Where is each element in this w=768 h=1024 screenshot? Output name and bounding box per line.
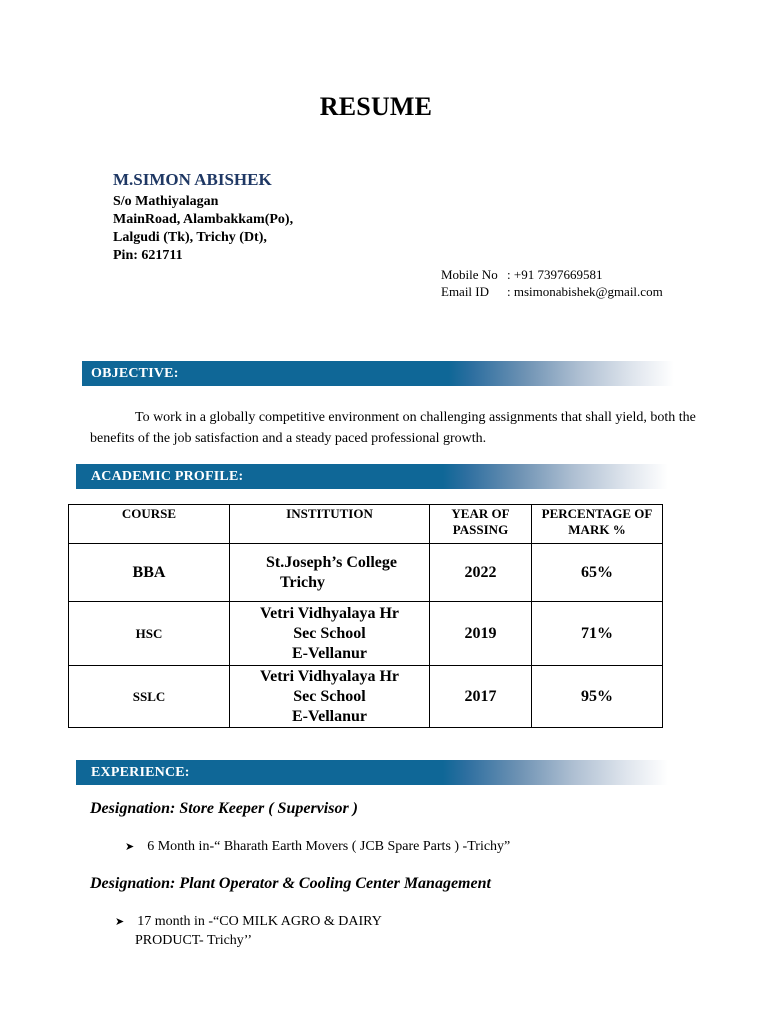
institution-line: Vetri Vidhyalaya Hr: [260, 667, 399, 685]
experience-detail-line: 17 month in -“CO MILK AGRO & DAIRY: [137, 914, 382, 929]
academic-table: [68, 504, 663, 728]
experience-section-bar: [76, 760, 668, 785]
institution-line: E-Vellanur: [292, 707, 367, 725]
column-header-institution: INSTITUTION: [230, 505, 430, 544]
institution-cell: [230, 666, 430, 728]
institution-line: E-Vellanur: [292, 644, 367, 662]
column-header-year: YEAR OF PASSING: [430, 505, 532, 544]
arrowhead-bullet-icon: ➤: [115, 915, 125, 928]
objective-text: [90, 407, 726, 449]
email-line: [441, 283, 663, 300]
year-cell: 2019: [430, 602, 532, 666]
experience-detail: [115, 912, 382, 950]
mobile-line: [441, 266, 663, 283]
address-line: MainRoad, Alambakkam(Po),: [113, 212, 294, 227]
contact-block: [441, 266, 663, 300]
page-title: RESUME: [319, 92, 433, 121]
course-cell: HSC: [69, 602, 230, 666]
institution-line: St.Joseph’s College: [266, 553, 397, 571]
institution-line: Trichy: [280, 573, 326, 591]
email-label: Email ID: [441, 284, 490, 299]
table-row: [69, 666, 663, 728]
objective-heading: OBJECTIVE:: [91, 366, 179, 381]
experience-detail-line: 6 Month in-“ Bharath Earth Movers ( JCB Spare Parts ) -Trichy”: [147, 839, 511, 854]
designation-heading: Designation: Store Keeper ( Supervisor ): [90, 800, 358, 817]
designation-heading: Designation: Plant Operator & Cooling Center Management: [90, 875, 491, 892]
percentage-cell: 95%: [532, 666, 663, 728]
academic-section-bar: [76, 464, 668, 489]
experience-detail: [125, 837, 510, 856]
institution-cell: [230, 544, 430, 602]
institution-line: Sec School: [293, 624, 366, 642]
experience-heading: EXPERIENCE:: [91, 765, 190, 780]
address-block: [113, 193, 293, 265]
address-line: Pin: 621711: [113, 248, 183, 263]
course-cell: SSLC: [69, 666, 230, 728]
candidate-name: M.SIMON ABISHEK: [113, 170, 272, 189]
institution-line: Sec School: [293, 687, 366, 705]
year-cell: 2017: [430, 666, 532, 728]
table-row: [69, 602, 663, 666]
percentage-cell: 65%: [532, 544, 663, 602]
course-cell: BBA: [69, 544, 230, 602]
institution-line: Vetri Vidhyalaya Hr: [260, 604, 399, 622]
column-header-percentage: PERCENTAGE OF MARK %: [532, 505, 663, 544]
experience-detail-line: PRODUCT- Trichy’’: [135, 933, 253, 948]
address-line: S/o Mathiyalagan: [113, 194, 219, 209]
column-header-course: COURSE: [69, 505, 230, 544]
objective-section-bar: [82, 361, 674, 386]
year-cell: 2022: [430, 544, 532, 602]
academic-heading: ACADEMIC PROFILE:: [91, 469, 244, 484]
percentage-cell: 71%: [532, 602, 663, 666]
email-value: : msimonabishek@gmail.com: [507, 284, 663, 299]
objective-body: To work in a globally competitive environment on challenging assignments that shall yield, both the benefits of the job satisfaction and a steady paced professional growth.: [90, 410, 696, 446]
table-row: [69, 544, 663, 602]
table-header-row: [69, 505, 663, 544]
mobile-label: Mobile No: [441, 267, 498, 282]
institution-cell: [230, 602, 430, 666]
mobile-value: : +91 7397669581: [507, 267, 603, 282]
address-line: Lalgudi (Tk), Trichy (Dt),: [113, 230, 267, 245]
arrowhead-bullet-icon: ➤: [125, 840, 135, 853]
